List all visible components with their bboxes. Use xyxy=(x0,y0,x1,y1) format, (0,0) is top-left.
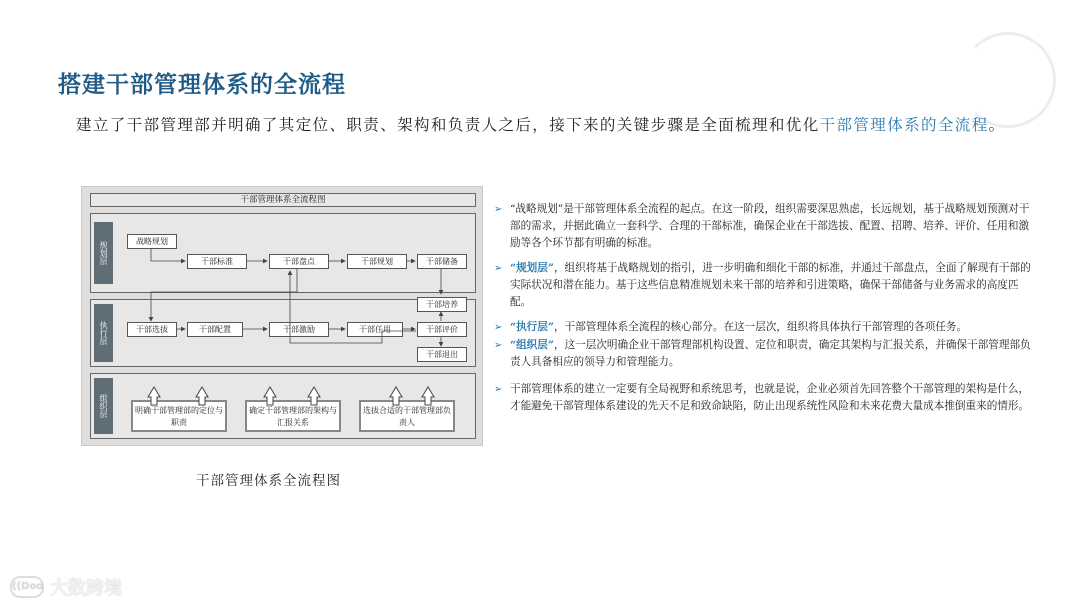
bullet-text: ，组织将基于战略规划的指引，进一步明确和细化干部的标准，并通过干部盘点，全面了解现有干部的实际状况和潜在能力。基于这些信息精准规划未来干部的培养和引进策略，确保干部储备与业务需求的高度匹配。 xyxy=(510,262,1031,308)
box-inventory: 干部盘点 xyxy=(269,254,329,269)
box-allocate: 干部配置 xyxy=(187,322,243,337)
brand-mark-icon: ((Doo xyxy=(10,576,44,598)
bullet-planning-layer xyxy=(494,260,1034,311)
bullet-keyword: “执行层” xyxy=(510,321,554,333)
page-subtitle xyxy=(76,113,1006,135)
execution-layer-label: 执行层 xyxy=(94,304,113,362)
org-box-leader: 选拔合适的干部管理部负责人 xyxy=(359,400,455,432)
subtitle-text: 建立了干部管理部并明确了其定位、职责、架构和负责人之后，接下来的关键步骤是全面梳理和优化 xyxy=(76,116,820,134)
bullet-execution-layer xyxy=(494,319,1034,336)
bullet-text: ，这一层次明确企业干部管理部机构设置、定位和职责，确定其架构与汇报关系，并确保干部管理部负责人具备相应的领导力和管理能力。 xyxy=(510,339,1031,368)
subtitle-end: 。 xyxy=(988,116,1006,134)
box-appoint: 干部任用 xyxy=(347,322,403,337)
bullet-system-thinking xyxy=(494,381,1034,415)
bullet-keyword: “规划层” xyxy=(510,262,554,274)
bullet-text: 干部管理体系的建立一定要有全局视野和系统思考，也就是说，企业必须首先回答整个干部管理的架构是什么，才能避免干部管理体系建设的先天不足和致命缺陷，防止出现系统性风险和未来花费大量成本推倒重来的情形。 xyxy=(510,383,1030,412)
bullet-text: ，干部管理体系全流程的核心部分。在这一层次，组织将具体执行干部管理的各项任务。 xyxy=(553,321,968,333)
diagram-caption: 干部管理体系全流程图 xyxy=(196,473,341,489)
bullet-arrow-icon: ➢ xyxy=(494,263,503,274)
bullet-strategy xyxy=(494,201,1034,252)
brand-logo xyxy=(10,574,122,600)
brand-name: 大数跨境 xyxy=(50,578,122,599)
box-select: 干部选拔 xyxy=(127,322,177,337)
diagram-title: 干部管理体系全流程图 xyxy=(90,193,476,207)
org-box-structure: 确定干部管理部的架构与汇报关系 xyxy=(245,400,341,432)
subtitle-highlight: 干部管理体系的全流程 xyxy=(819,116,989,134)
box-evaluate: 干部评价 xyxy=(417,322,467,337)
box-exit: 干部退出 xyxy=(417,347,467,362)
planning-layer-label: 规划层 xyxy=(94,222,113,284)
box-motivate: 干部激励 xyxy=(269,322,329,337)
box-reserve: 干部储备 xyxy=(417,254,467,269)
box-strategy: 战略规划 xyxy=(127,234,177,249)
bullet-arrow-icon: ➢ xyxy=(494,204,503,215)
box-training: 干部培养 xyxy=(417,297,467,312)
bullet-arrow-icon: ➢ xyxy=(494,384,503,395)
organization-layer xyxy=(90,373,476,439)
planning-layer xyxy=(90,213,476,293)
organization-layer-label: 组织层 xyxy=(94,378,113,434)
org-box-positioning: 明确干部管理部的定位与职责 xyxy=(131,400,227,432)
box-plan: 干部规划 xyxy=(347,254,407,269)
bullet-organization-layer xyxy=(494,337,1034,371)
page-title: 搭建干部管理体系的全流程 xyxy=(58,72,346,98)
bullet-arrow-icon: ➢ xyxy=(494,322,503,333)
bullet-keyword: “组织层” xyxy=(510,339,554,351)
flow-diagram xyxy=(81,186,483,446)
bullet-arrow-icon: ➢ xyxy=(494,340,503,351)
box-standard: 干部标准 xyxy=(187,254,247,269)
bullet-text: “战略规划”是干部管理体系全流程的起点。在这一阶段，组织需要深思熟虑，长远规划，基于战略规划预测对干部的需求，并据此确立一套科学、合理的干部标准，确保企业在干部选拔、配置、招聘、培养、评价、任用和激励等各个环节都有明确的标准。 xyxy=(510,203,1030,249)
execution-layer xyxy=(90,299,476,367)
bullet-list xyxy=(494,201,1034,423)
